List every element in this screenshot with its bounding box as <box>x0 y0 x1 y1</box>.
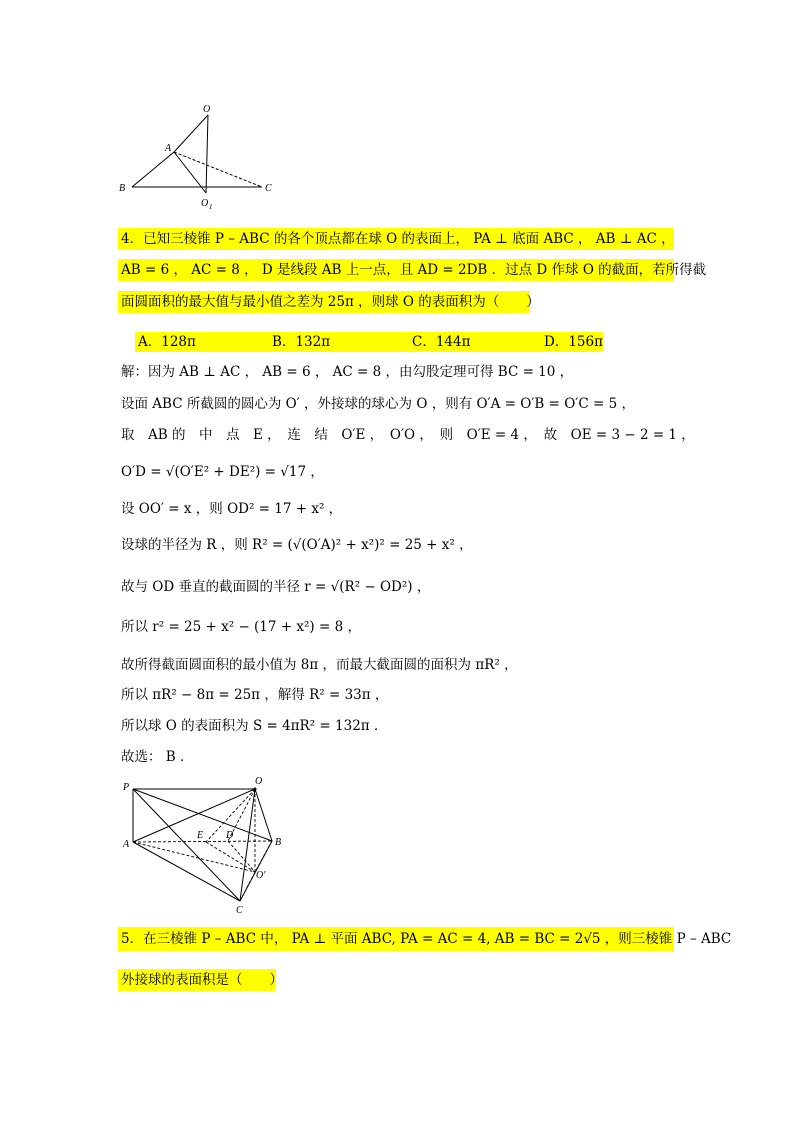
fig2-label-A: A <box>123 839 130 850</box>
solution-line-9: 故所得截面圆面积的最小值为 8π ，而最大截面圆的面积为 πR² ， <box>121 657 518 673</box>
fig1-label-B: B <box>119 183 126 194</box>
fig2-label-D: D <box>226 830 234 841</box>
fig2-label-B: B <box>275 837 282 848</box>
problem-4-line-3: 面圆面积的最大值与最小值之差为 25π ，则球 O 的表面积为（ ） <box>121 294 540 310</box>
solution-line-4: O′D = √(O′E² + DE²) = √17 ， <box>121 464 324 480</box>
option-a: A．128π <box>138 334 196 350</box>
fig1-label-C: C <box>265 183 272 194</box>
solution-line-3: 取 AB 的 中 点 E ， 连 结 O′E ， O′O ， 则 O′E = 4 ， 故 OE = 3 − 2 = 1 ， <box>121 427 695 443</box>
problem-5-line-2: 外接球的表面积是（ ） <box>121 972 283 988</box>
option-b: B．132π <box>272 334 331 350</box>
solution-line-1: 解：因为 AB ⊥ AC ， AB = 6 ， AC = 8 ，由勾股定理可得 BC = 10 ， <box>121 364 574 380</box>
option-c: C．144π <box>412 334 471 350</box>
solution-line-10: 所以 πR² − 8π = 25π ，解得 R² = 33π ， <box>121 687 389 703</box>
fig2-label-P: P <box>123 782 130 793</box>
fig2-label-E: E <box>197 830 204 841</box>
fig1-label-O1: O <box>201 198 209 209</box>
solution-line-6: 设球的半径为 R ，则 R² = (√(O′A)² + x²)² = 25 + x² ， <box>121 537 473 553</box>
problem-4-line-1: 4．已知三棱锥 P – ABC 的各个顶点都在球 O 的表面上， PA ⊥ 底面 ABC ， AB ⊥ AC ， <box>121 231 675 247</box>
fig1-label-O: O <box>203 104 211 115</box>
solution-line-8: 所以 r² = 25 + x² − (17 + x²) = 8 ， <box>121 619 361 635</box>
problem-5-line-1: 5．在三棱锥 P – ABC 中， PA ⊥ 平面 ABC, PA = AC = 4, AB = BC = 2√5 ，则三棱锥 P – ABC <box>121 931 732 947</box>
solution-line-12: 故选： B ． <box>121 749 194 765</box>
option-d: D．156π <box>544 334 603 350</box>
solution-line-5: 设 OO′ = x ，则 OD² = 17 + x² ， <box>121 501 343 517</box>
fig2-label-C: C <box>236 905 243 916</box>
fig2-label-O: O <box>255 776 263 787</box>
highlight-p4-options <box>135 332 603 352</box>
problem-4-line-2: AB = 6 ， AC = 8 ， D 是线段 AB 上一点，且 AD = 2DB ．过点 D 作球 O 的截面，若所得截 <box>121 262 707 278</box>
fig1-label-A: A <box>165 143 172 154</box>
fig1-label-O1-sub: 1 <box>209 203 213 211</box>
solution-line-7: 故与 OD 垂直的截面圆的半径 r = √(R² − OD²) ， <box>121 579 431 595</box>
solution-line-2: 设面 ABC 所截圆的圆心为 O′ ，外接球的球心为 O ，则有 O′A = O′B = O′C = 5 ， <box>121 396 635 412</box>
fig2-label-O-prime: O′ <box>256 870 266 881</box>
solution-line-11: 所以球 O 的表面积为 S = 4πR² = 132π ． <box>121 718 388 734</box>
